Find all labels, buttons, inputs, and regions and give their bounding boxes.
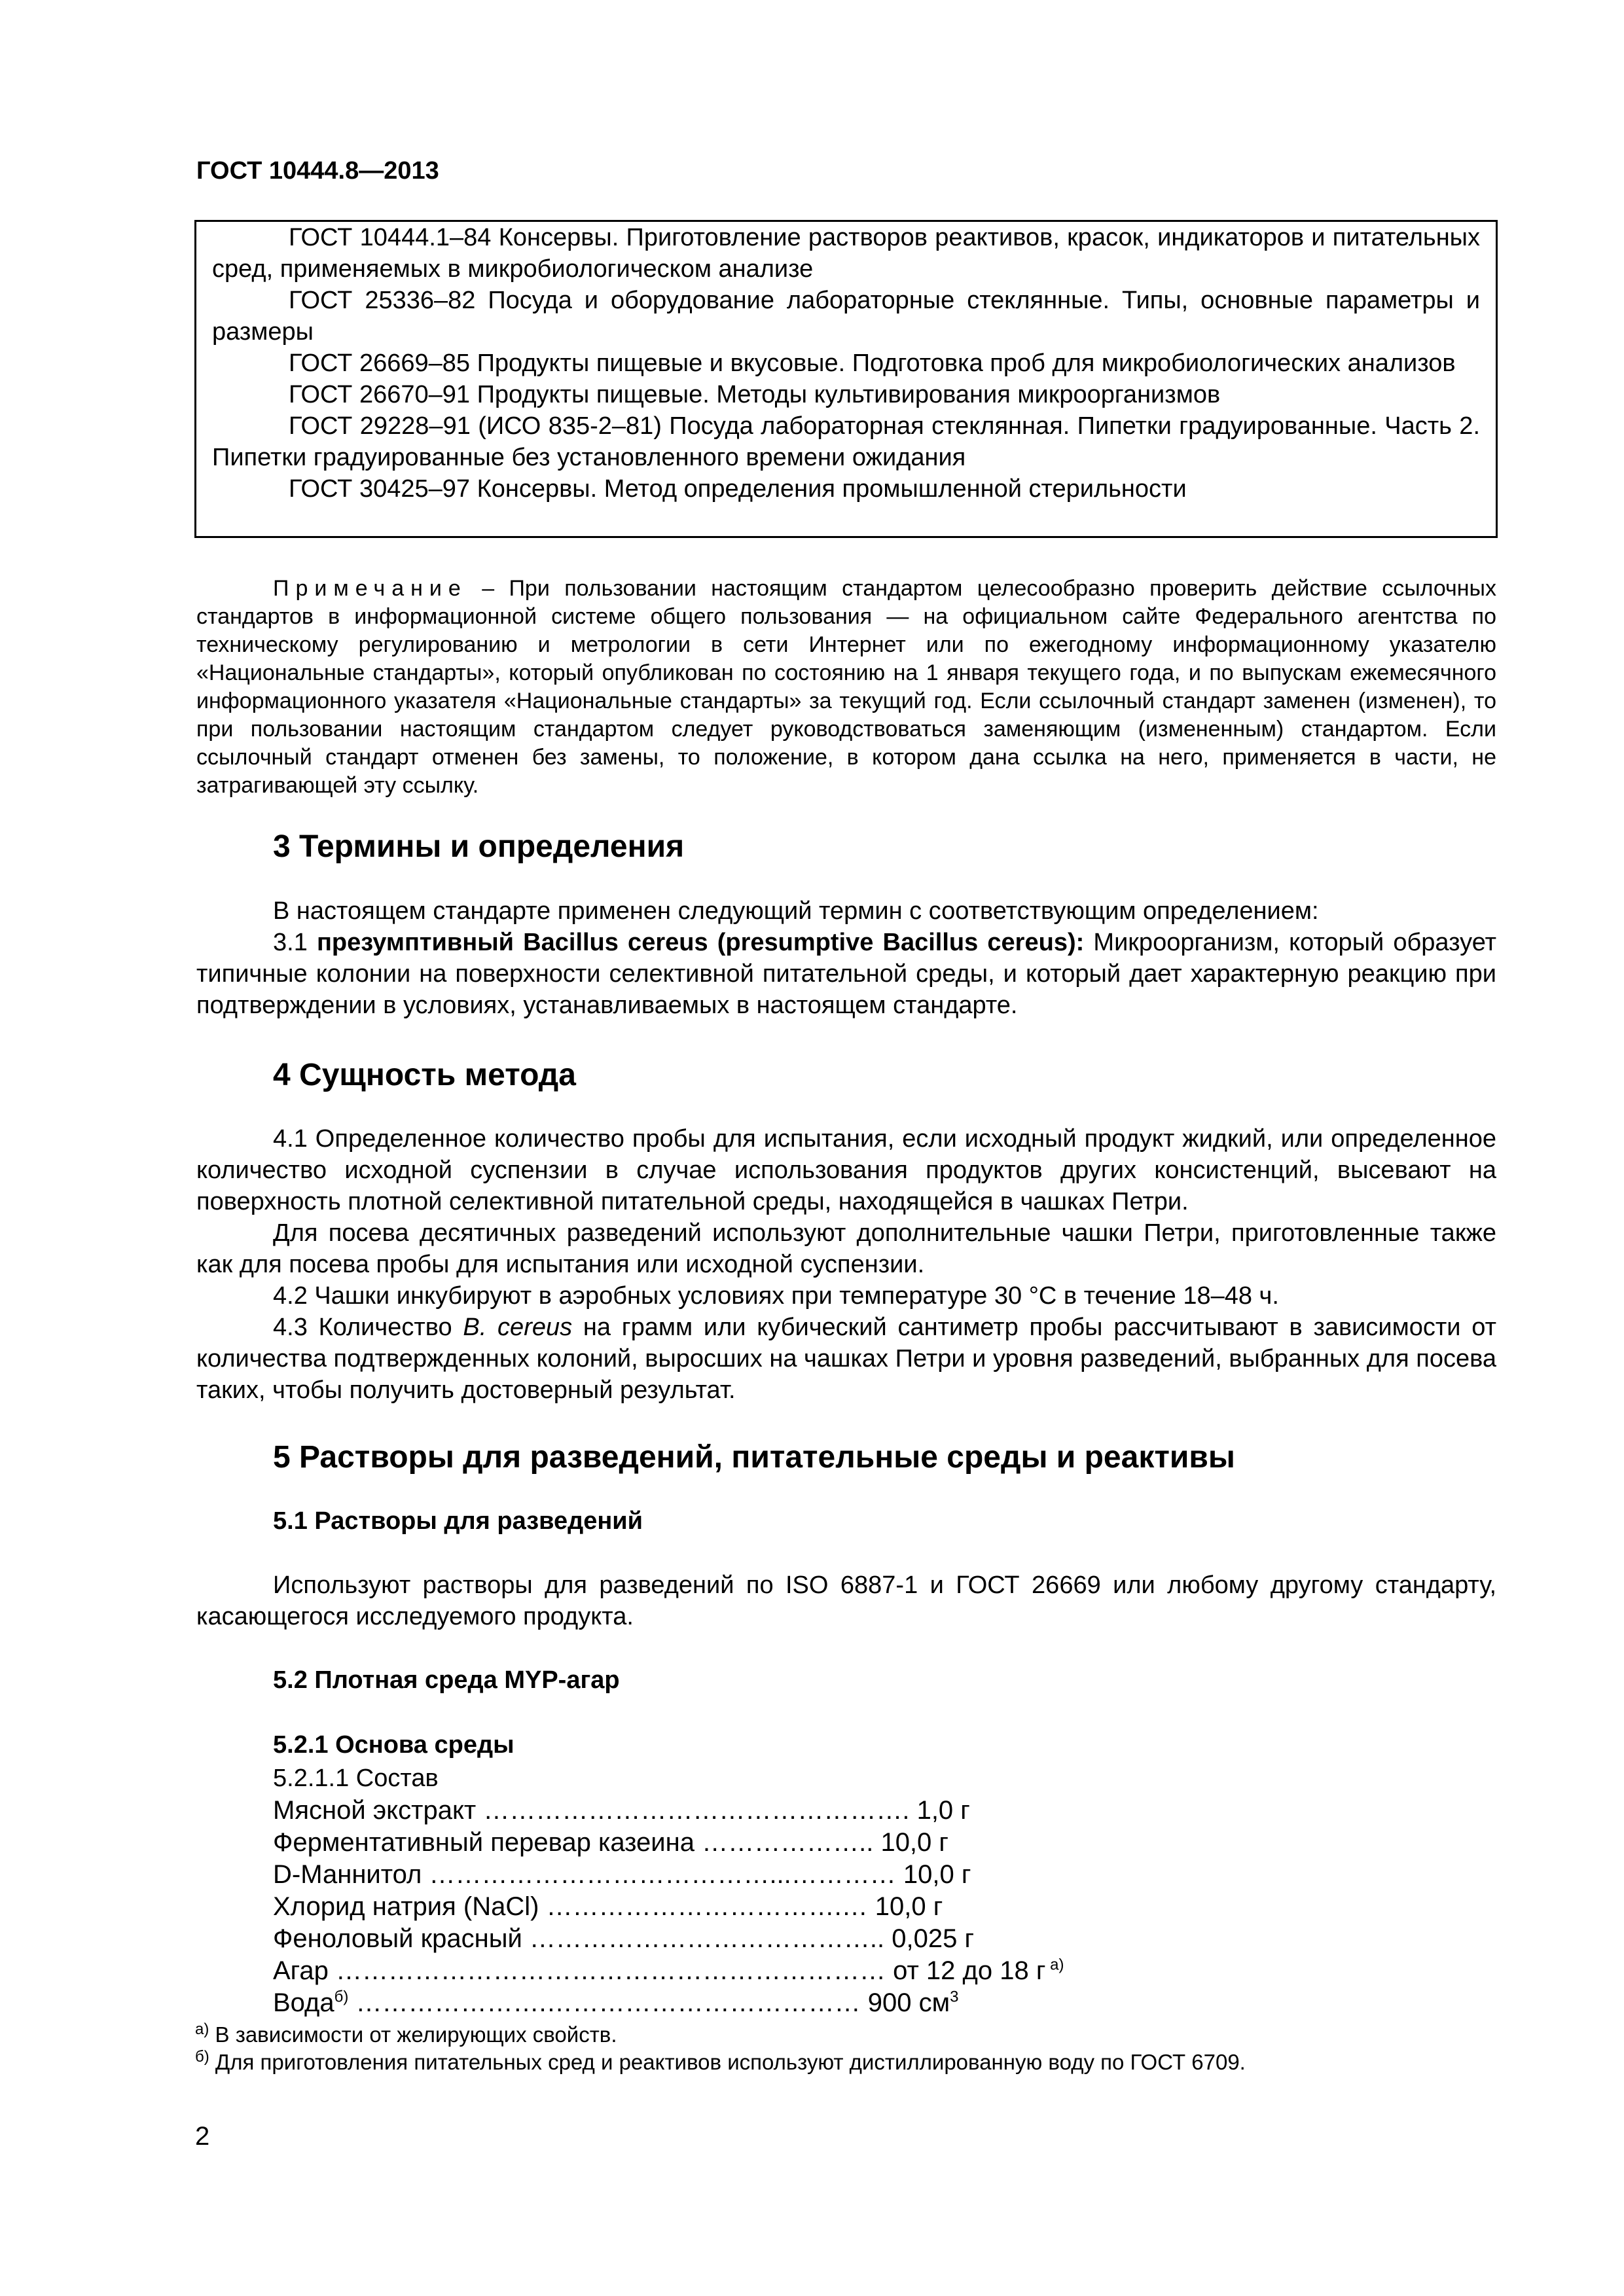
- composition-row: Ферментативный перевар казеина ……………….. 10,0 г: [273, 1828, 948, 1857]
- page-number: 2: [195, 2122, 210, 2151]
- reference-item: ГОСТ 26670–91 Продукты пищевые. Методы культивирования микроорганизмов: [289, 381, 1221, 408]
- subsection-5-2-1-heading: 5.2.1 Основа среды: [273, 1731, 514, 1759]
- reference-item: ГОСТ 30425–97 Консервы. Метод определения промышленной стерильности: [289, 475, 1187, 503]
- composition-row: Феноловый красный ………………………………….. 0,025 г: [273, 1924, 975, 1953]
- note-text: – При пользовании настоящим стандартом целесообразно проверить действие ссылочных стандартов в информационной системе общего пользования — на официальном сайте Федерального агентства по техническому регулированию и метрологии в сети Интернет или по ежегодному информационному указателю «Национальные стандарты», который опубликован по состоянию на 1 января текущего года, и по выпускам ежемесячного информационного указателя «Национальные стандарты» за текущий год. Если ссылочный стандарт заменен (изменен), то при пользовании настоящим стандартом следует руководствоваться заменяющим (измененным) стандартом. Если ссылочный стандарт отменен без замены, то положение, в котором дана ссылка на него, применяется в части, не затрагивающей эту ссылку.: [196, 576, 1496, 798]
- section-4-heading: 4 Сущность метода: [273, 1058, 576, 1092]
- normative-references-box: [194, 220, 1498, 538]
- footnotes: [195, 2021, 1246, 2076]
- unit-superscript: 3: [950, 1988, 959, 2006]
- note-label: Примечание: [273, 576, 467, 601]
- footnote: $^{а)}$ В зависимости от желирующих свойств.: [195, 2020, 617, 2047]
- footnote-marker: а): [1045, 1956, 1064, 1974]
- section-4-p4: 4.3 Количество B. cereus на грамм или кубический сантиметр пробы рассчитывают в зависимости от количества подтвержденных колоний, выросших на чашках Петри и уровня разведений, выбранных для посева таких, чтобы получить достоверный результат.: [196, 1314, 1496, 1404]
- term-definition: [196, 927, 1496, 1021]
- note-paragraph: [196, 575, 1496, 800]
- footnote: $^{б)}$ Для приготовления питательных сред и реактивов используют дистиллированную воду по ГОСТ 6709.: [195, 2048, 1246, 2074]
- term-name: презумптивный Bacillus cereus (presumptive Bacillus cereus):: [316, 929, 1085, 956]
- subsection-5-2-heading: 5.2 Плотная среда MYP-агар: [273, 1666, 620, 1694]
- composition-row: Хлорид натрия (NaCl) …………………………….… 10,0 г: [273, 1892, 943, 1921]
- reference-item: ГОСТ 26669–85 Продукты пищевые и вкусовые. Подготовка проб для микробиологических анализов: [289, 350, 1456, 377]
- section-3-intro: В настоящем стандарте применен следующий термин с соответствующим определением:: [273, 897, 1319, 925]
- section-4-body: [196, 1123, 1496, 1406]
- document-header: ГОСТ 10444.8—2013: [196, 157, 439, 185]
- reference-item: ГОСТ 29228–91 (ИСО 835-2–81) Посуда лабораторная стеклянная. Пипетки градуированные. Часть 2. Пипетки градуированные без установленного времени ожидания: [212, 412, 1480, 471]
- composition-list: [273, 1795, 1320, 2019]
- section-4-p1: 4.1 Определенное количество пробы для испытания, если исходный продукт жидкий, или определенное количество исходной суспензии в случае использования продуктов других консистенций, высевают на поверхность плотной селективной питательной среды, находящейся в чашках Петри.: [196, 1125, 1496, 1215]
- term-definition-text: Микроорганизм, который образует типичные колонии на поверхности селективной питательной среды, и который дает характерную реакцию при подтверждении в условиях, устанавливаемых в настоящем стандарте.: [196, 929, 1496, 1019]
- section-5-heading: 5 Растворы для разведений, питательные среды и реактивы: [273, 1440, 1235, 1475]
- footnote-marker: б): [334, 1988, 349, 2006]
- species-name: B. cereus: [463, 1314, 573, 1341]
- note-block: [196, 575, 1496, 800]
- composition-row: Вода$^{б)}$ ………………….……………………………… 900 $см^3$: [273, 1988, 959, 2017]
- composition-row: Агар ……………………………………………………… от 12 до 18 г $^{а)}$: [273, 1956, 1064, 1985]
- reference-item: ГОСТ 10444.1–84 Консервы. Приготовление растворов реактивов, красок, индикаторов и питательных сред, применяемых в микробиологическом анализе: [212, 224, 1480, 283]
- term-number: 3.1: [273, 929, 317, 956]
- composition-row: Мясной экстракт …………………………………………. 1,0 г: [273, 1796, 970, 1825]
- composition-title: 5.2.1.1 Состав: [273, 1765, 439, 1792]
- subsection-5-1-body: [196, 1570, 1496, 1632]
- subsection-5-1-heading: 5.1 Растворы для разведений: [273, 1507, 643, 1535]
- section-4-p2: Для посева десятичных разведений используют дополнительные чашки Петри, приготовленные также как для посева пробы для испытания или исходной суспензии.: [196, 1219, 1496, 1278]
- section-3-heading: 3 Термины и определения: [273, 829, 685, 864]
- composition-row: D-Маннитол …………………………………...………… 10,0 г: [273, 1860, 971, 1889]
- subsection-5-1-text: Используют растворы для разведений по ISO 6887-1 и ГОСТ 26669 или любому другому стандарту, касающегося исследуемого продукта.: [196, 1571, 1496, 1630]
- section-3-body: [196, 895, 1496, 1021]
- section-4-p3: 4.2 Чашки инкубируют в аэробных условиях при температуре 30 °С в течение 18–48 ч.: [273, 1282, 1279, 1310]
- reference-item: ГОСТ 25336–82 Посуда и оборудование лабораторные стеклянные. Типы, основные параметры и размеры: [212, 287, 1480, 346]
